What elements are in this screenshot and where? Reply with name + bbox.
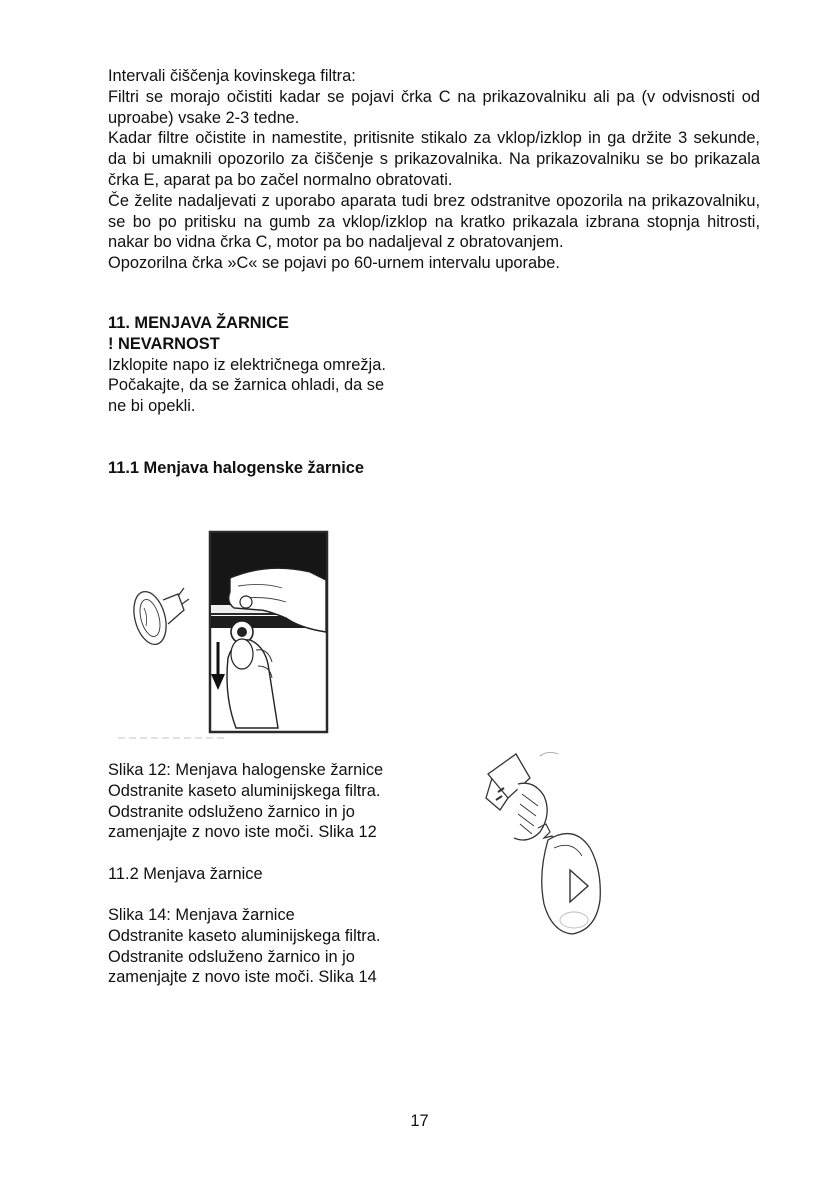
filter-cleaning-paragraph-4: Opozorilna črka »C« se pojavi po 60-urnem intervalu uporabe. [108, 254, 560, 273]
page-number: 17 [410, 1112, 429, 1130]
figure-14-caption: Slika 14: Menjava žarnice [108, 906, 295, 924]
danger-warning-title: ! NEVARNOST [108, 334, 220, 353]
section-11-1-body [108, 760, 383, 843]
section-11 [108, 313, 386, 417]
instruction-line: Odstranite kaseto aluminijskega filtra. [108, 781, 381, 800]
filter-cleaning-heading: Intervali čiščenja kovinskega filtra: [108, 67, 356, 85]
instruction-line: Odstranite odsluženo žarnico in jo [108, 947, 355, 966]
section-11-title: 11. MENJAVA ŽARNICE [108, 314, 289, 332]
figure-12-caption: Slika 12: Menjava halogenske žarnice [108, 761, 384, 779]
filter-cleaning-section [108, 66, 760, 274]
bulb-replacement-illustration [478, 744, 626, 944]
section-11-2-body [108, 905, 380, 988]
filter-cleaning-paragraph-2: Kadar filtre očistite in namestite, pritisnite stikalo za vklop/izklop in ga držite 3 sekunde, da bi umaknili opozorilo za čiščenje s prikazovalnika. Na prikazovalniku se bo prikazala črka E, aparat pa bo začel normalno obratovati. [108, 129, 760, 189]
filter-cleaning-paragraph-3: Če želite nadaljevati z uporabo aparata tudi brez odstranitve opozorila na prikazovalniku, se bo po pritisku na gumb za vklop/izklop na kratko prikazala izbrana stopnja hitrosti, nakar bo vidna črka C, motor pa bo nadaljeval z obratovanjem. [108, 191, 760, 252]
instruction-line: zamenjajte z novo iste moči. Slika 14 [108, 968, 377, 987]
filter-cleaning-paragraph-1: Filtri se morajo očistiti kadar se pojavi črka C na prikazovalniku ali pa (v odvisnosti od uproabe) vsake 2-3 tedne. [108, 87, 760, 127]
warning-line: Počakajte, da se žarnica ohladi, da se [108, 376, 385, 395]
halogen-bulb-icon [129, 588, 189, 648]
section-11-2-title: 11.2 Menjava žarnice [108, 865, 263, 883]
instruction-line: Odstranite odsluženo žarnico in jo [108, 802, 355, 821]
warning-line: Izklopite napo iz električnega omrežja. [108, 355, 386, 374]
halogen-bulb-replacement-illustration [118, 528, 333, 744]
section-11-1-title: 11.1 Menjava halogenske žarnice [108, 459, 365, 477]
instruction-line: zamenjajte z novo iste moči. Slika 12 [108, 823, 377, 842]
warning-line: ne bi opekli. [108, 397, 196, 416]
instruction-line: Odstranite kaseto aluminijskega filtra. [108, 926, 381, 945]
